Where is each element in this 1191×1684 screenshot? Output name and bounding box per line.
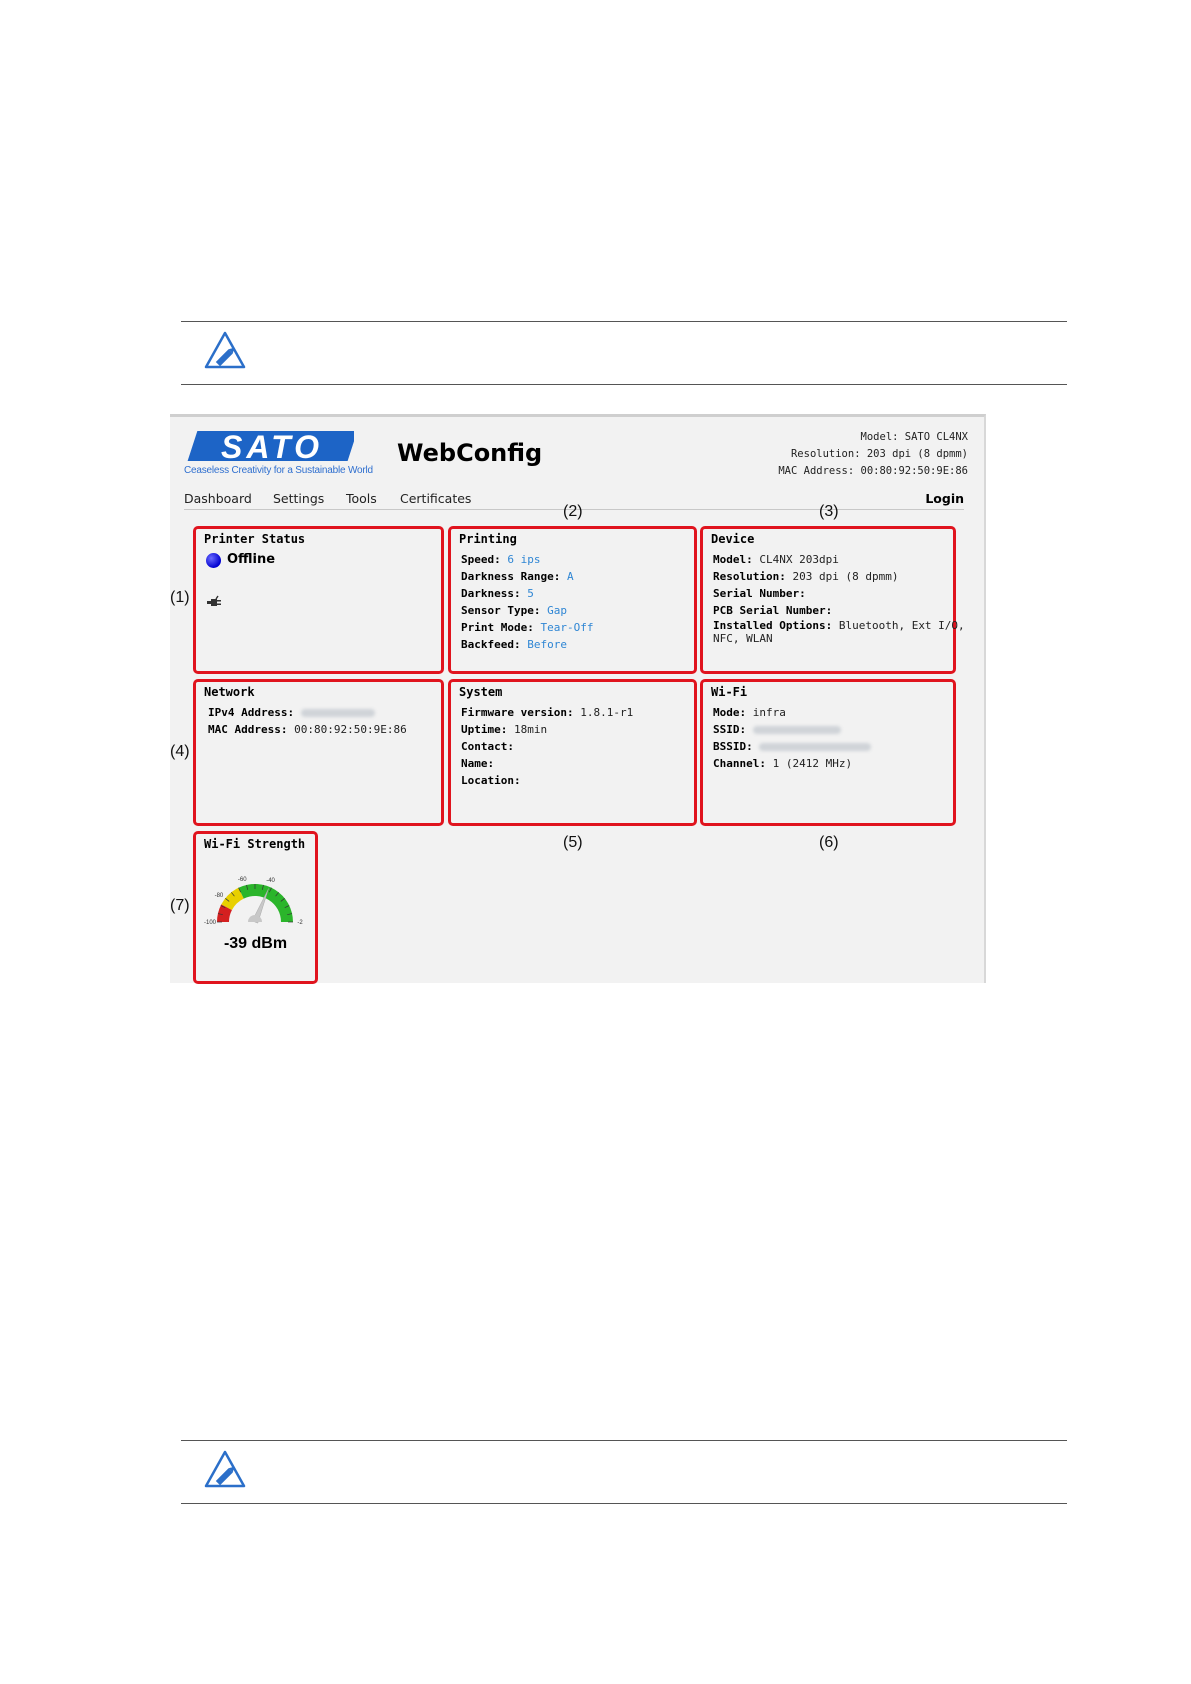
channel-row [713, 755, 871, 772]
location-row [461, 772, 633, 789]
panel-title: Wi-Fi [711, 685, 748, 699]
gauge-tick-label: -60 [237, 876, 247, 883]
name-row [461, 755, 633, 772]
row-label: Speed: [461, 553, 501, 566]
bssid-row [713, 738, 871, 755]
row-label: Uptime: [461, 723, 508, 736]
wifi-mode-row [713, 704, 871, 721]
row-label: Mode: [713, 706, 747, 719]
row-label: Sensor Type: [461, 604, 541, 617]
row-value: 18min [513, 723, 548, 736]
panel-device[interactable] [700, 526, 965, 674]
panel-system[interactable] [448, 679, 697, 826]
panel-wifi[interactable] [700, 679, 956, 826]
redacted-bssid [759, 743, 871, 751]
logo-text: SATO [221, 429, 323, 463]
panel-wifi-strength[interactable] [193, 831, 318, 984]
installed-options-row [713, 619, 965, 632]
backfeed-row [461, 636, 593, 653]
row-value: 1.8.1-r1 [580, 706, 634, 719]
nav-settings[interactable]: Settings [273, 491, 325, 506]
ipv4-row [208, 704, 407, 721]
callout-4: (4) [170, 743, 190, 760]
panel-printing[interactable] [448, 526, 697, 674]
row-label: Serial Number: [713, 587, 806, 600]
note-bar-top [181, 321, 1067, 385]
callout-5: (5) [563, 834, 583, 851]
row-label: SSID: [713, 723, 747, 736]
pencil-note-icon [203, 330, 247, 374]
row-value: infra [752, 706, 786, 719]
sensor-type-link[interactable]: Gap [547, 604, 567, 617]
darkness-link[interactable]: 5 [527, 587, 534, 600]
panel-title: Device [711, 532, 755, 546]
model-row [713, 551, 965, 568]
gauge-tick-label: -80 [214, 893, 224, 900]
row-value: 1 (2412 MHz) [772, 757, 853, 770]
panel-title: Printing [459, 532, 517, 546]
panel-title: Wi-Fi Strength [204, 837, 306, 851]
speed-link[interactable]: 6 ips [507, 553, 541, 566]
login-link[interactable]: Login [925, 491, 964, 506]
callout-7: (7) [170, 897, 190, 914]
gauge-tick-label: -100 [203, 920, 217, 926]
header-resolution: Resolution: 203 dpi (8 dpmm) [790, 448, 968, 460]
speed-row [461, 551, 593, 568]
nav-tools[interactable]: Tools [346, 491, 377, 506]
contact-row [461, 738, 633, 755]
pencil-note-icon [203, 1449, 247, 1493]
panel-network[interactable] [193, 679, 444, 826]
row-label: Installed Options: [713, 619, 833, 632]
serial-number-row [713, 585, 965, 602]
darkness-range-row [461, 568, 593, 585]
darkness-range-link[interactable]: A [566, 570, 574, 583]
row-label: Resolution: [713, 570, 786, 583]
darkness-row [461, 585, 593, 602]
nav-certificates[interactable]: Certificates [400, 491, 472, 506]
row-label: BSSID: [713, 740, 753, 753]
sensor-type-row [461, 602, 593, 619]
callout-6: (6) [819, 834, 839, 851]
printer-header-info [778, 429, 968, 480]
signal-strength-value: -39 dBm [223, 935, 288, 952]
header-model: Model: SATO CL4NX [860, 431, 968, 443]
row-value: NFC, WLAN [713, 632, 773, 645]
resolution-row [713, 568, 965, 585]
ssid-row [713, 721, 871, 738]
firmware-row [461, 704, 633, 721]
panel-printer-status[interactable] [193, 526, 444, 674]
row-value: 00:80:92:50:9E:86 [294, 723, 407, 736]
row-label: Name: [461, 757, 495, 770]
row-label: Firmware version: [461, 706, 574, 719]
uptime-row [461, 721, 633, 738]
row-label: Contact: [461, 740, 514, 753]
row-label: Model: [713, 553, 753, 566]
row-label: MAC Address: [208, 723, 288, 736]
row-label: Darkness Range: [461, 570, 561, 583]
row-value: Bluetooth, Ext I/O, [838, 619, 965, 632]
status-indicator-dot [206, 553, 221, 568]
panel-title: System [459, 685, 503, 699]
gauge-tick-label: -2 [297, 920, 303, 926]
row-label: PCB Serial Number: [713, 604, 833, 617]
plug-icon [206, 595, 224, 607]
row-label: Print Mode: [461, 621, 534, 634]
panel-title: Printer Status [204, 532, 306, 546]
app-title: WebConfig [397, 439, 543, 467]
row-label: Channel: [713, 757, 766, 770]
redacted-ssid [753, 726, 841, 734]
print-mode-link[interactable]: Tear-Off [540, 621, 594, 634]
print-mode-row [461, 619, 593, 636]
row-label: Darkness: [461, 587, 521, 600]
header-mac: MAC Address: 00:80:92:50:9E:86 [778, 465, 968, 477]
row-label: Backfeed: [461, 638, 521, 651]
row-label: Location: [461, 774, 521, 787]
note-bar-bottom [181, 1440, 1067, 1504]
backfeed-link[interactable]: Before [527, 638, 567, 651]
printer-status-text: Offline [227, 552, 276, 567]
installed-options-cont [713, 632, 965, 645]
callout-1: (1) [170, 589, 190, 606]
callout-2: (2) [563, 503, 583, 520]
mac-row [208, 721, 407, 738]
panel-title: Network [204, 685, 255, 699]
row-label: IPv4 Address: [208, 706, 295, 719]
redacted-ip [301, 709, 375, 717]
row-value: CL4NX 203dpi [759, 553, 839, 566]
webconfig-screenshot [170, 414, 986, 983]
gauge-tick-label: -40 [266, 877, 275, 884]
callout-3: (3) [819, 503, 839, 520]
nav-dashboard[interactable]: Dashboard [184, 491, 252, 506]
tagline: Ceaseless Creativity for a Sustainable World [184, 465, 373, 476]
sato-logo [184, 429, 354, 463]
signal-gauge [202, 868, 308, 930]
row-value: 203 dpi (8 dpmm) [792, 570, 899, 583]
pcb-serial-row [713, 602, 965, 619]
gauge-band-high [239, 884, 293, 922]
